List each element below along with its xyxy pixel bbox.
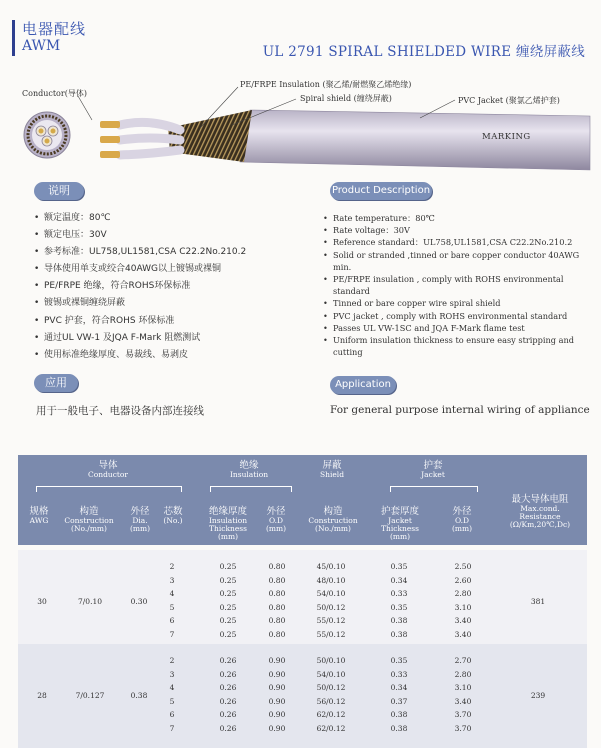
insulation-thickness-cell: 0.25	[219, 616, 237, 626]
group-conductor-en: Conductor	[87, 469, 129, 479]
shield-construction-cell: 55/0.12	[316, 616, 346, 626]
list-item	[34, 261, 304, 278]
list-item	[323, 322, 591, 334]
shield-label: Spiral shield (缠绕屏蔽)	[300, 94, 392, 103]
bullet-icon: •	[323, 310, 328, 321]
resistance-cell: 239	[530, 690, 546, 700]
col-construction-en1: Construction	[64, 515, 114, 525]
insulation-od-cell: 0.80	[268, 575, 286, 585]
col-shield-en1: Construction	[308, 515, 358, 525]
cores-cell: 4	[169, 683, 175, 693]
jacket-bracket	[390, 486, 478, 492]
insulation-od-cell: 0.90	[268, 696, 286, 706]
col-construction-en2: (No./mm)	[71, 523, 107, 533]
jacket-thickness-cell: 0.35	[390, 656, 408, 665]
jacket-od-cell: 3.40	[454, 630, 472, 639]
insulation-thickness-cell: 0.26	[219, 656, 237, 665]
list-item-text: PVC jacket , comply with ROHS environmental standard	[333, 310, 568, 321]
resistance-en1: Max.cond.	[520, 503, 560, 513]
bullet-icon: •	[34, 213, 40, 223]
col-awg-en: AWG	[29, 515, 49, 525]
cores-cell: 4	[169, 589, 175, 599]
list-item	[323, 273, 591, 297]
shield-construction-cell: 48/0.10	[316, 575, 346, 585]
category-title-en: AWM	[22, 38, 61, 54]
list-item-text: PVC 护套，符合ROHS 环保标准	[44, 315, 175, 326]
list-item	[34, 244, 304, 261]
list-item-text: Reference standard：UL758,UL1581,CSA C22.2No.210.2	[333, 237, 573, 248]
conductor-bracket	[36, 486, 182, 492]
construction-cell: 7/0.127	[75, 690, 105, 700]
list-item-text: 使用标准绝缘厚度、易裁线、易剥皮	[44, 349, 189, 360]
shield-construction-cell: 62/0.12	[316, 724, 346, 733]
insulation-od-cell: 0.80	[268, 602, 286, 612]
group-insulation-cn: 绝缘	[239, 460, 259, 471]
resistance-cell: 381	[530, 596, 546, 606]
jacket-od-cell: 3.40	[454, 616, 472, 626]
col-dia-en1: Dia.	[132, 515, 148, 525]
resistance-en2: Resistance	[519, 511, 561, 521]
col-jkt-thk-en1: Jacket	[388, 515, 412, 525]
list-item-text: Solid or stranded ,tinned or bare copper conductor 40AWG min.	[333, 249, 580, 272]
spec-table-header	[18, 455, 587, 545]
bullet-icon: •	[323, 298, 328, 309]
jacket-label: PVC Jacket (聚氯乙烯护套)	[458, 96, 560, 105]
bullet-icon: •	[34, 281, 40, 292]
resistance-en3: (Ω/Km,20℃,Dc)	[509, 519, 571, 529]
insulation-od-cell: 0.80	[268, 589, 286, 599]
insulation-od-cell: 0.80	[268, 562, 286, 571]
list-item-text: 参考标准：UL758,UL1581,CSA C22.2No.210.2	[44, 247, 247, 258]
col-cores-en: (No.)	[163, 515, 183, 525]
col-construction-cn: 构造	[79, 506, 99, 517]
application-heading-cn: 应用	[34, 374, 78, 392]
shield-construction-cell: 50/0.10	[316, 656, 346, 665]
insulation-thickness-cell: 0.26	[219, 696, 237, 706]
insulation-bracket	[210, 486, 292, 492]
jacket-thickness-cell: 0.34	[390, 575, 408, 585]
col-shield-cn: 构造	[323, 506, 343, 517]
cores-cell: 5	[169, 602, 175, 612]
col-awg-cn: 规格	[29, 506, 49, 517]
group-jacket-cn: 护套	[423, 460, 443, 471]
insulation-od-cell: 0.90	[268, 710, 286, 720]
insulation-thickness-cell: 0.25	[219, 562, 237, 571]
awg-cell: 30	[37, 596, 47, 606]
jacket-thickness-cell: 0.33	[390, 669, 408, 679]
jacket-od-cell: 3.10	[454, 683, 472, 693]
bullet-icon: •	[323, 225, 328, 236]
list-item	[323, 212, 591, 224]
description-heading-cn: 说明	[34, 182, 84, 200]
jacket-od-cell: 3.70	[454, 710, 472, 720]
cores-cell: 3	[169, 575, 175, 585]
col-jkt-od-en2: (mm)	[451, 523, 473, 533]
category-title-cn: 电器配线	[22, 20, 87, 38]
list-item	[323, 236, 591, 248]
bullet-icon: •	[323, 322, 328, 333]
col-dia-cn: 外径	[130, 506, 150, 517]
list-item	[323, 297, 591, 309]
insulation-od-cell: 0.90	[268, 724, 286, 733]
jacket-thickness-cell: 0.37	[390, 696, 408, 706]
list-item	[323, 310, 591, 322]
jacket-od-cell: 3.40	[454, 696, 472, 706]
cores-cell: 2	[169, 656, 175, 665]
list-item-text: Rate temperature：80℃	[333, 213, 435, 223]
insulation-od-cell: 0.90	[268, 669, 286, 679]
jacket-od-cell: 2.60	[454, 575, 472, 585]
cross-section-icon	[24, 112, 70, 158]
jacket-od-cell: 2.50	[454, 562, 472, 571]
shield-construction-cell: 50/0.12	[316, 602, 346, 612]
col-ins-thk-en2: Thickness	[209, 523, 247, 533]
group-shield-en: Shield	[319, 469, 344, 479]
jacket-thickness-cell: 0.33	[390, 589, 408, 599]
list-item-text: 导体使用单支或绞合40AWG以上镀锡或裸铜	[44, 264, 221, 275]
list-item	[34, 295, 304, 312]
cores-cell: 5	[169, 696, 175, 706]
bullet-icon: •	[323, 237, 328, 248]
jacket-thickness-cell: 0.34	[390, 683, 408, 693]
bullet-icon: •	[34, 315, 40, 326]
list-item	[34, 227, 304, 244]
list-item-text: 镀锡或裸铜缠绕屏蔽	[44, 298, 126, 309]
group-jacket-en: Jacket	[421, 469, 445, 479]
bullet-icon: •	[34, 332, 40, 343]
insulation-thickness-cell: 0.26	[219, 724, 237, 733]
jacket-thickness-cell: 0.35	[390, 562, 408, 571]
col-shield-en2: (No./mm)	[315, 523, 351, 533]
description-list-cn	[34, 210, 304, 364]
awg-cell: 28	[37, 690, 47, 700]
marking-text: MARKING	[482, 132, 531, 142]
list-item-text: Rate voltage：30V	[333, 225, 410, 236]
insulation-thickness-cell: 0.26	[219, 683, 237, 693]
insulation-thickness-cell: 0.25	[219, 630, 237, 639]
bullet-icon: •	[34, 298, 40, 309]
list-item	[323, 249, 591, 273]
insulation-label: PE/FRPE Insulation (聚乙烯/耐燃聚乙烯绝缘)	[240, 80, 412, 89]
list-item	[34, 313, 304, 330]
col-jkt-od-cn: 外径	[452, 506, 472, 517]
col-jkt-thk-en2: Thickness	[381, 523, 419, 533]
insulation-thickness-cell: 0.25	[219, 575, 237, 585]
col-cores-cn: 芯数	[163, 506, 183, 517]
col-jkt-thk-cn: 护套厚度	[380, 506, 419, 517]
group-shield-cn: 屏蔽	[322, 460, 342, 471]
shield-construction-cell: 45/0.10	[316, 562, 346, 571]
insulation-od-cell: 0.80	[268, 630, 286, 639]
jacket-thickness-cell: 0.38	[390, 616, 408, 626]
jacket-od-cell: 2.80	[454, 669, 472, 679]
bullet-icon: •	[323, 213, 328, 223]
col-ins-od-cn: 外径	[266, 506, 286, 517]
cores-cell: 7	[169, 724, 175, 733]
jacket-thickness-cell: 0.38	[390, 710, 408, 720]
col-jkt-thk-en3: (mm)	[389, 531, 411, 541]
list-item-text: Tinned or bare copper wire spiral shield	[333, 298, 501, 309]
insulation-thickness-cell: 0.26	[219, 669, 237, 679]
bullet-icon: •	[34, 264, 40, 275]
jacket-od-cell: 3.70	[454, 724, 472, 733]
bullet-icon: •	[34, 349, 40, 360]
bullet-icon: •	[323, 335, 328, 346]
bullet-icon: •	[323, 274, 328, 285]
bullet-icon: •	[323, 249, 328, 260]
construction-cell: 7/0.10	[78, 596, 102, 606]
header-accent-bar	[12, 20, 15, 56]
list-item	[34, 210, 304, 227]
jacket-od-cell: 3.10	[454, 602, 472, 612]
resistance-cn: 最大导体电阻	[511, 494, 569, 505]
description-heading-en: Product Description	[330, 182, 432, 200]
cable-illustration	[0, 60, 601, 180]
list-item	[323, 224, 591, 236]
group-conductor-cn: 导体	[98, 460, 118, 471]
jacket-thickness-cell: 0.38	[390, 630, 408, 639]
insulation-od-cell: 0.90	[268, 683, 286, 693]
col-dia-en2: (mm)	[129, 523, 151, 533]
jacket-od-cell: 2.70	[454, 656, 472, 665]
cores-cell: 6	[169, 616, 175, 626]
conductor-label: Conductor(导体)	[22, 89, 87, 98]
list-item	[34, 330, 304, 347]
list-item-text: Uniform insulation thickness to ensure easy stripping and cutting	[333, 335, 575, 358]
bullet-icon: •	[34, 230, 40, 241]
col-ins-thk-en1: Insulation	[208, 515, 248, 525]
list-item-text: Passes UL VW-1SC and JQA F-Mark flame test	[333, 322, 525, 333]
list-item	[34, 278, 304, 295]
application-text-cn: 用于一般电子、电器设备内部连接线	[36, 405, 204, 417]
insulation-thickness-cell: 0.26	[219, 710, 237, 720]
col-ins-thk-en3: (mm)	[217, 531, 239, 541]
dia-cell: 0.30	[130, 596, 148, 606]
cores-cell: 3	[169, 669, 175, 679]
shield-construction-cell: 54/0.10	[316, 669, 346, 679]
insulation-od-cell: 0.80	[268, 616, 286, 626]
list-item-text: 通过UL VW-1 及JQA F-Mark 阻燃测试	[44, 332, 201, 343]
list-item-text: PE/FRPE insulation , comply with ROHS environmental standard	[333, 274, 564, 297]
group-insulation-en: Insulation	[229, 469, 269, 479]
col-ins-od-en2: (mm)	[265, 523, 287, 533]
shield-construction-cell: 50/0.12	[316, 683, 346, 693]
dia-cell: 0.38	[130, 690, 148, 700]
description-list-en	[323, 212, 591, 358]
col-ins-thk-cn: 绝缘厚度	[208, 506, 247, 517]
insulation-thickness-cell: 0.25	[219, 602, 237, 612]
jacket-thickness-cell: 0.35	[390, 602, 408, 612]
jacket-od-cell: 2.80	[454, 589, 472, 599]
shield-construction-cell: 54/0.10	[316, 589, 346, 599]
shield-construction-cell: 55/0.12	[316, 630, 346, 639]
list-item-text: 额定温度：80℃	[44, 213, 111, 223]
col-jkt-od-en1: O.D	[454, 515, 470, 525]
list-item-text: 额定电压：30V	[44, 230, 107, 241]
shield-construction-cell: 56/0.12	[316, 696, 346, 706]
product-title: UL 2791 SPIRAL SHIELDED WIRE 缠绕屏蔽线	[262, 44, 585, 60]
application-heading-en: Application	[330, 376, 396, 394]
cores-cell: 7	[169, 630, 175, 639]
col-ins-od-en1: O.D	[268, 515, 284, 525]
list-item	[34, 347, 304, 364]
shield-construction-cell: 62/0.12	[316, 710, 346, 720]
list-item-text: PE/FRPE 绝缘，符合ROHS环保标准	[44, 281, 191, 292]
list-item	[323, 334, 591, 358]
cores-cell: 2	[169, 562, 175, 571]
bullet-icon: •	[34, 247, 40, 258]
insulation-od-cell: 0.90	[268, 656, 286, 665]
application-text-en: For general purpose internal wiring of appliance	[330, 404, 590, 416]
cores-cell: 6	[169, 710, 175, 720]
insulation-thickness-cell: 0.25	[219, 589, 237, 599]
jacket-thickness-cell: 0.38	[390, 724, 408, 733]
